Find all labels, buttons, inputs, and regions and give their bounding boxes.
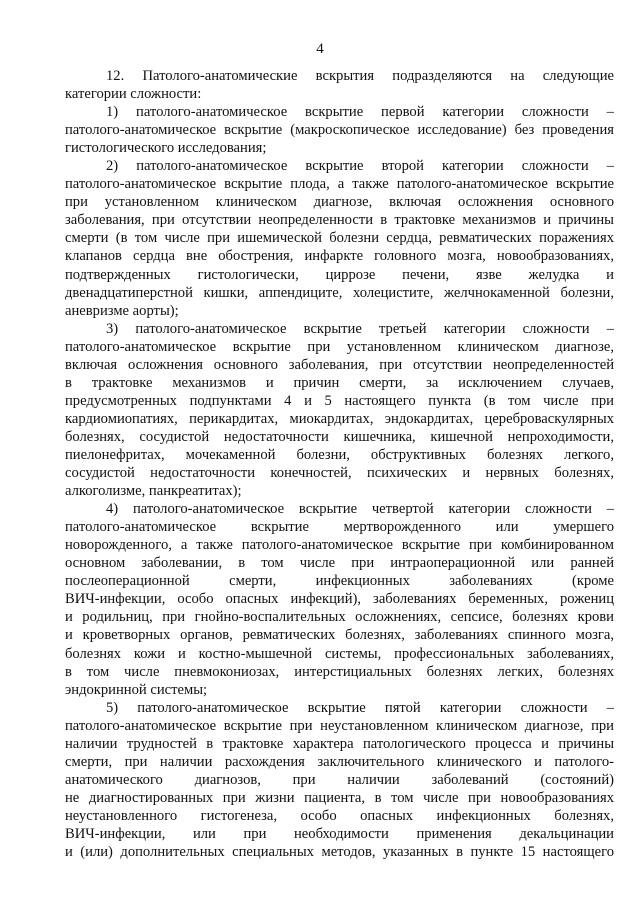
text-line: эндокринной системы;: [65, 681, 208, 698]
text-line: заболевания, при отсутствии неопределенности в трактовке механизмов и причины: [65, 212, 614, 229]
text-line: клапанов сердца вне обострения, инфаркте головного мозга, новообразованиях,: [65, 248, 614, 265]
text-line: ВИЧ-инфекции, особо опасных инфекций), заболеваниях беременных, рожениц: [65, 591, 614, 608]
text-line: включая осложнения основного заболевания, при отсутствии неопределенностей: [65, 356, 614, 373]
text-line: патолого-анатомическое вскрытие мертворожденного или умершего: [65, 519, 614, 536]
text-line: патолого-анатомическое вскрытие при установленном клиническом диагнозе,: [65, 338, 614, 355]
text-line: при установленном клиническом диагнозе, включая осложнения основного: [65, 194, 614, 211]
text-line: патолого-анатомическое вскрытие (макроскопическое исследование) без проведения: [65, 122, 614, 139]
text-line: наличии трудностей в трактовке характера патологического процесса и причины: [65, 735, 614, 752]
text-line: сосудистой недостаточности конечностей, психических и нервных болезнях,: [65, 465, 614, 482]
text-line: 1) патолого-анатомическое вскрытие первой категории сложности –: [106, 104, 614, 121]
text-line: смерти (в том числе при ишемической болезни сердца, ревматических поражениях: [65, 230, 614, 247]
text-line: и кроветворных органов, ревматических болезнях, заболеваниях спинного мозга,: [65, 627, 614, 644]
text-line: аневризме аорты);: [65, 302, 179, 319]
text-line: 12. Патолого-анатомические вскрытия подразделяются на следующие: [106, 68, 614, 84]
text-line: алкоголизме, панкреатитах);: [65, 483, 242, 500]
text-line: предусмотренных подпунктами 4 и 5 настоящего пункта (в том числе при: [65, 392, 614, 409]
text-line: 4) патолого-анатомическое вскрытие четвертой категории сложности –: [106, 501, 614, 518]
text-line: основном заболевании, в том числе при интраоперационной или ранней: [65, 555, 614, 572]
text-line: 2) патолого-анатомическое вскрытие второй категории сложности –: [106, 158, 614, 175]
text-line: двенадцатиперстной кишки, аппендиците, холецистите, желчнокаменной болезни,: [65, 284, 614, 301]
text-line: в том числе пневмокониозах, интерстициальных болезнях легких, болезнях: [65, 663, 614, 680]
text-line: не диагностированных при жизни пациента, в том числе при новообразованиях: [65, 789, 614, 806]
text-line: категории сложности:: [65, 86, 202, 103]
page-number: 4: [316, 41, 324, 57]
text-line: подтвержденных гистологически, циррозе печени, язве желудка и: [65, 266, 614, 283]
text-line: пиелонефритах, мочекаменной болезни, обструктивных болезнях легкого,: [65, 446, 614, 463]
text-line: патолого-анатомическое вскрытие при неустановленном клиническом диагнозе, при: [65, 717, 614, 734]
text-line: 5) патолого-анатомическое вскрытие пятой категории сложности –: [106, 699, 614, 716]
text-line: и (или) дополнительных специальных методов, указанных в пункте 15 настоящего: [65, 844, 614, 861]
text-line: смерти, при наличии расхождения заключительного клинического и патолого-: [65, 753, 614, 770]
text-line: послеоперационной смерти, инфекционных заболеваниях (кроме: [65, 573, 614, 590]
text-line: патолого-анатомическое вскрытие плода, а также патолого-анатомическое вскрытие: [65, 176, 614, 193]
text-line: 3) патолого-анатомическое вскрытие третьей категории сложности –: [106, 320, 614, 337]
text-line: и родильниц, при гнойно-воспалительных осложнениях, сепсисе, болезнях крови: [65, 609, 614, 626]
text-line: болезнях кожи и костно-мышечной системы, профессиональных заболеваниях,: [65, 645, 614, 662]
document-body: [65, 67, 614, 861]
text-line: кардиомиопатиях, перикардитах, миокардитах, эндокардитах, цереброваскулярных: [65, 410, 614, 427]
text-line: гистологического исследования;: [65, 140, 267, 157]
text-line: в трактовке механизмов и причин смерти, за исключением случаев,: [65, 374, 614, 391]
text-line: болезнях, сосудистой недостаточности кишечника, кишечной непроходимости,: [65, 428, 614, 445]
text-line: анатомического диагнозов, при наличии заболеваний (состояний): [65, 771, 614, 788]
text-line: неустановленного гистогенеза, особо опасных инфекционных болезнях,: [65, 807, 614, 824]
text-line: новорожденного, а также патолого-анатомическое вскрытие при комбинированном: [65, 537, 614, 554]
text-line: ВИЧ-инфекции, или при необходимости применения декальцинации: [65, 825, 614, 842]
